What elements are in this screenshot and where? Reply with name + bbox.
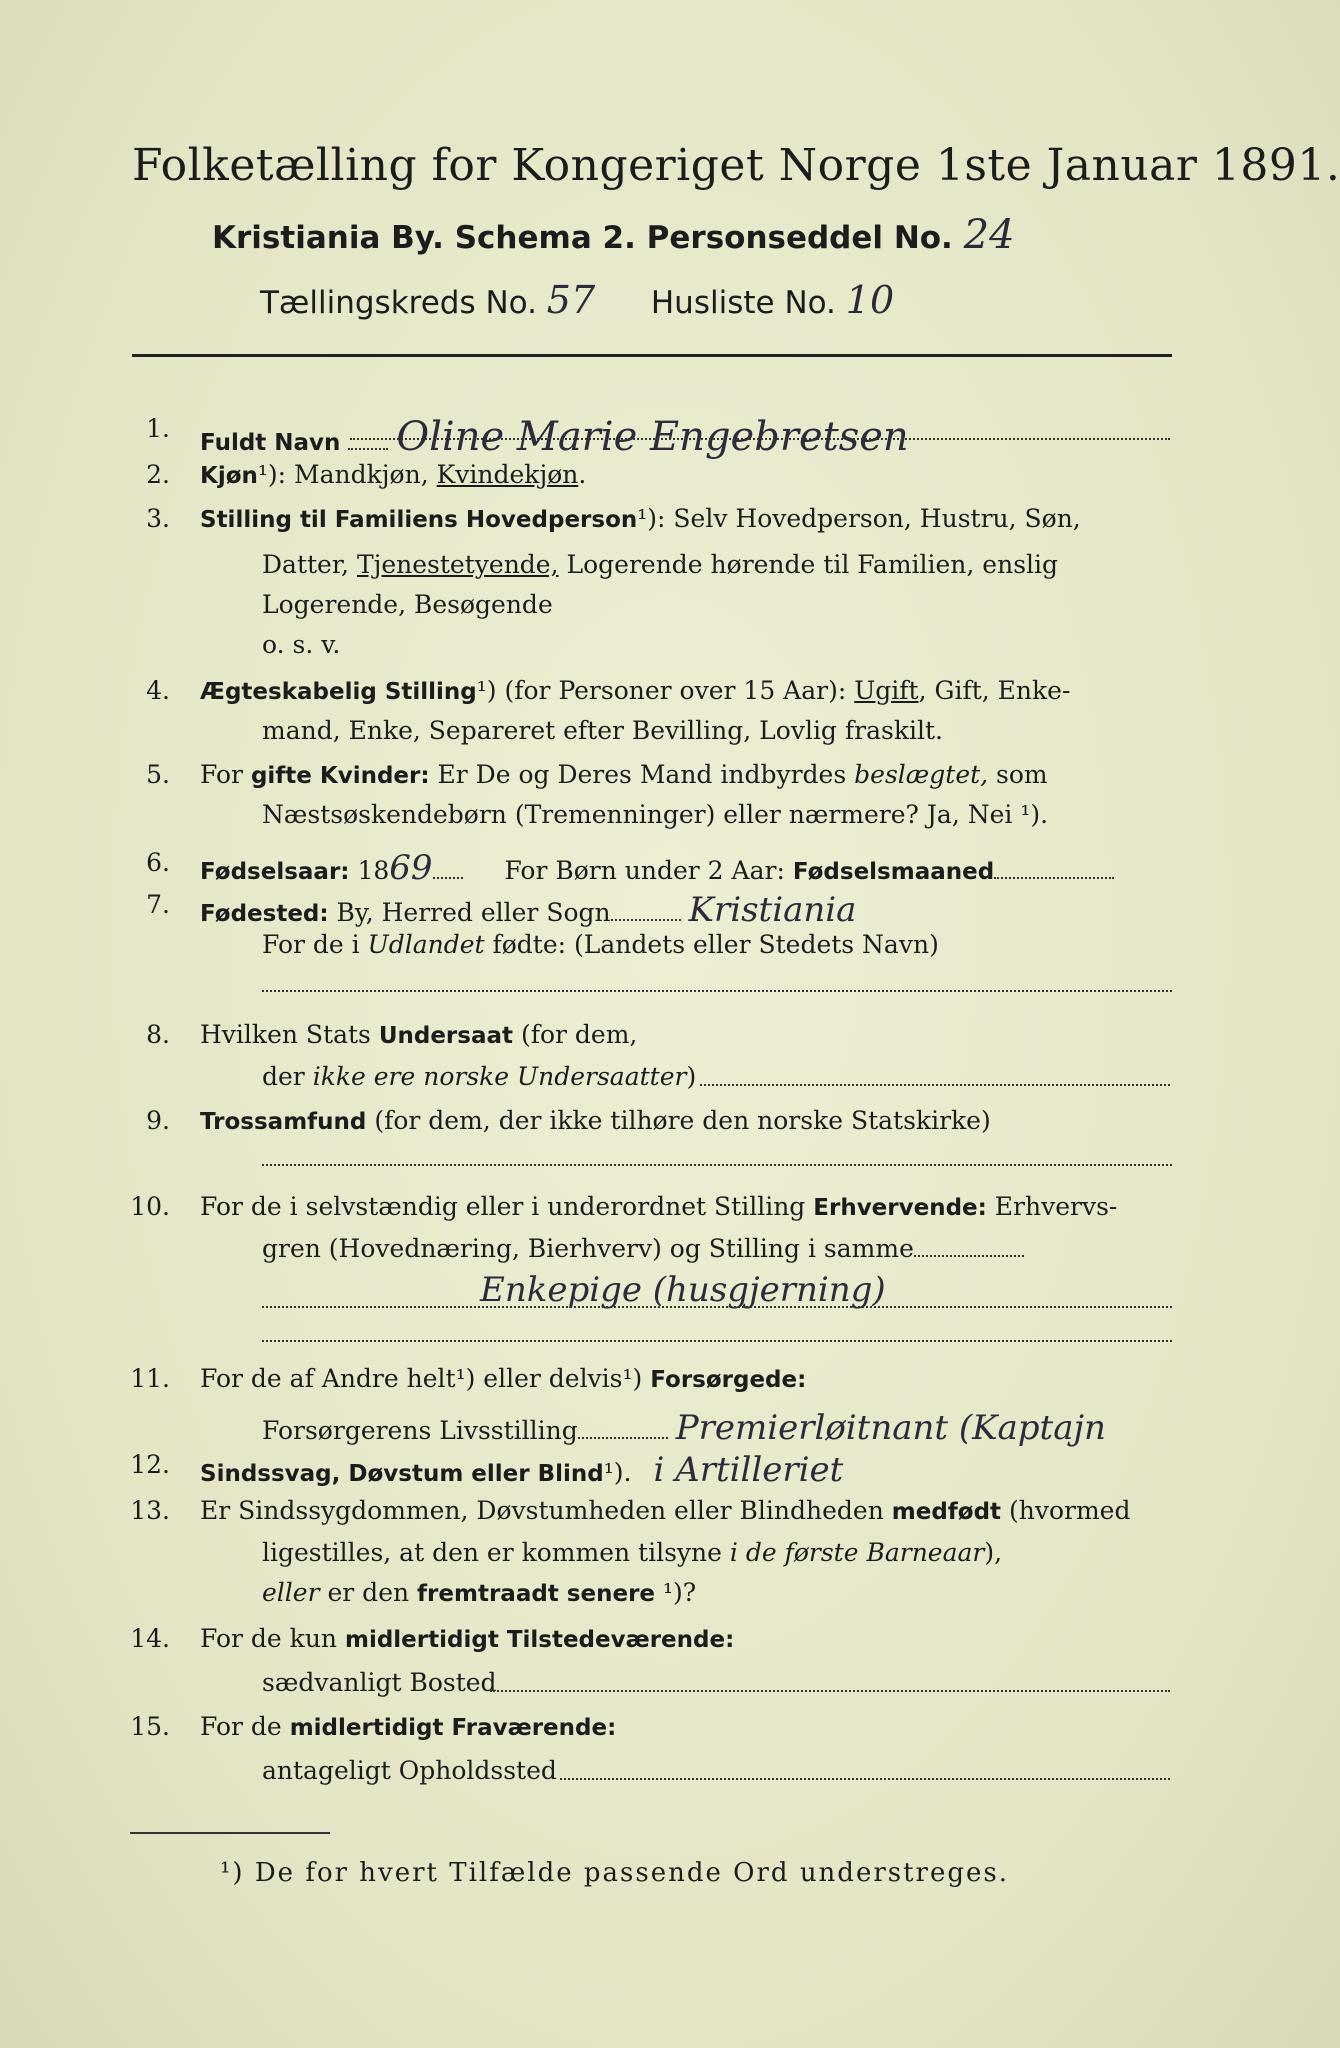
footnote-rule bbox=[130, 1832, 330, 1834]
schema-label: Kristiania By. Schema 2. Personseddel No. bbox=[212, 220, 953, 256]
dotted-leader bbox=[433, 857, 463, 879]
dotted-leader bbox=[611, 899, 681, 921]
option-text: ¹)? bbox=[655, 1578, 697, 1607]
item-number: 3. bbox=[146, 504, 170, 533]
dotted-leader bbox=[700, 1084, 1170, 1086]
item-number: 4. bbox=[146, 676, 170, 705]
birth-year-label: Fødselsaar: bbox=[200, 859, 350, 885]
probable-location-label: antageligt Opholdssted bbox=[262, 1756, 557, 1785]
marital-status-selected: Ugift bbox=[854, 676, 919, 705]
full-name-label: Fuldt Navn bbox=[200, 430, 341, 456]
option-text: Er Sindssygdommen, Døvstumheden eller Blindheden bbox=[200, 1496, 892, 1525]
option-text: ¹) (for Personer over 15 Aar): bbox=[476, 676, 855, 705]
sex-options: ¹): Mandkjøn, bbox=[257, 460, 437, 489]
occupation-label: Erhvervende: bbox=[813, 1195, 987, 1221]
option-text: ), bbox=[984, 1538, 1003, 1567]
option-text: fødte: (Landets eller Stedets Navn) bbox=[484, 930, 939, 959]
dotted-leader bbox=[262, 990, 1172, 992]
marital-status-label: Ægteskabelig Stilling bbox=[200, 679, 477, 705]
option-text: ) bbox=[686, 1062, 697, 1091]
option-text: For de bbox=[200, 1712, 290, 1741]
option-text: Er De og Deres Mand indbyrdes bbox=[429, 760, 855, 789]
occupation-row-2 bbox=[262, 1234, 1024, 1263]
option-text: By, Herred eller Sogn bbox=[328, 898, 611, 927]
personseddel-number: 24 bbox=[963, 212, 1015, 258]
family-position-row bbox=[200, 504, 1081, 533]
header-rule bbox=[132, 354, 1172, 357]
disability-label: Sindssvag, Døvstum eller Blind bbox=[200, 1461, 604, 1487]
item-number: 9. bbox=[146, 1106, 170, 1135]
item-number: 14. bbox=[130, 1624, 170, 1653]
option-text: er den bbox=[319, 1578, 418, 1607]
congenital-row-2 bbox=[262, 1538, 1002, 1567]
citizenship-row-2 bbox=[262, 1062, 696, 1091]
option-text: ikke ere norske Undersaatter bbox=[312, 1062, 687, 1091]
temporary-absent-label: midlertidigt Fraværende: bbox=[289, 1715, 617, 1741]
item-number: 5. bbox=[146, 760, 170, 789]
schema-line bbox=[212, 212, 1015, 258]
congenital-row bbox=[200, 1496, 1130, 1525]
option-text: For Børn under 2 Aar: bbox=[504, 856, 793, 885]
form-title: Folketælling for Kongeriget Norge 1ste Januar 1891. bbox=[132, 140, 1340, 191]
religion-row bbox=[200, 1106, 991, 1135]
dotted-leader bbox=[578, 1417, 668, 1439]
option-text: som bbox=[988, 760, 1048, 789]
option-text: , Gift, Enke- bbox=[918, 676, 1071, 705]
dotted-leader bbox=[262, 1306, 1172, 1308]
dotted-leader bbox=[914, 1235, 1024, 1257]
option-text: (hvormed bbox=[1001, 1496, 1131, 1525]
family-position-label: Stilling til Familiens Hovedperson bbox=[200, 507, 638, 533]
district-number: 57 bbox=[546, 278, 596, 322]
household-number: 10 bbox=[845, 278, 895, 322]
marital-status-row bbox=[200, 676, 1070, 705]
birthplace-row bbox=[200, 890, 856, 930]
item-number: 10. bbox=[130, 1192, 170, 1221]
temporary-present-row bbox=[200, 1624, 734, 1653]
birth-year-prefix: 18 bbox=[349, 856, 390, 885]
option-text: i de første Barneaar bbox=[729, 1538, 985, 1567]
usual-residence-label: sædvanligt Bosted bbox=[262, 1668, 497, 1697]
full-name-value: Oline Marie Engebretsen bbox=[396, 414, 909, 460]
birthplace-value: Kristiania bbox=[688, 890, 857, 930]
dotted-leader bbox=[560, 1778, 1170, 1780]
option-text: ligestilles, at den er kommen tilsyne bbox=[262, 1538, 730, 1567]
family-position-selected: Tjenestetyende, bbox=[356, 550, 559, 579]
abroad-row bbox=[262, 930, 939, 959]
option-text: o. s. v. bbox=[262, 630, 341, 659]
item-number: 11. bbox=[130, 1364, 170, 1393]
footnote: ¹) De for hvert Tilfælde passende Ord understreges. bbox=[220, 1858, 1010, 1888]
item-number: 12. bbox=[130, 1450, 170, 1479]
dotted-leader bbox=[490, 1690, 1170, 1692]
item-number: 15. bbox=[130, 1712, 170, 1741]
provider-row bbox=[262, 1408, 1106, 1448]
married-women-label: gifte Kvinder: bbox=[250, 763, 430, 789]
option-text: Udlandet bbox=[367, 930, 485, 959]
option-text: Logerende, Besøgende bbox=[262, 590, 553, 619]
option-text: Logerende hørende til Familien, enslig bbox=[558, 550, 1059, 579]
sex-row: Kjøn¹): Mandkjøn, Kvindekjøn. bbox=[200, 460, 587, 489]
option-text: (for dem, der ikke tilhøre den norske Statskirke) bbox=[366, 1106, 991, 1135]
birthplace-label: Fødested: bbox=[200, 901, 329, 927]
disability-value: i Artilleriet bbox=[653, 1450, 844, 1490]
dotted-leader bbox=[262, 1340, 1172, 1342]
option-text: Datter, bbox=[262, 550, 357, 579]
option-text: mand, Enke, Separeret efter Bevilling, Lovlig fraskilt. bbox=[262, 716, 943, 745]
option-text: Næstsøskendebørn (Tremenninger) eller nærmere? Ja, Nei ¹). bbox=[262, 800, 1049, 829]
option-text: For de i bbox=[262, 930, 368, 959]
option-text: For de af Andre helt¹) eller delvis¹) bbox=[200, 1364, 651, 1393]
birth-month-label: Fødselsmaaned bbox=[792, 859, 995, 885]
family-position-row-2 bbox=[262, 550, 1058, 579]
temporary-absent-row bbox=[200, 1712, 616, 1741]
option-text: Erhvervs- bbox=[986, 1192, 1118, 1221]
supported-row bbox=[200, 1364, 806, 1393]
occupation-row bbox=[200, 1192, 1117, 1221]
option-text: Hvilken Stats bbox=[200, 1020, 379, 1049]
occupation-value bbox=[480, 1270, 886, 1310]
option-text: For de i selvstændig eller i underordnet Stilling bbox=[200, 1192, 814, 1221]
item-number: 13. bbox=[130, 1496, 170, 1525]
citizenship-label: Undersaat bbox=[378, 1023, 513, 1049]
supported-label: Forsørgede: bbox=[650, 1367, 807, 1393]
occupation-value-text: Enkepige (husgjerning) bbox=[480, 1270, 886, 1310]
item-number: 7. bbox=[146, 890, 170, 919]
birth-year-row bbox=[200, 848, 1114, 888]
provider-value: Premierløitnant (Kaptajn bbox=[675, 1408, 1106, 1448]
family-position-options: ¹): Selv Hovedperson, Hustru, Søn, bbox=[637, 504, 1081, 533]
item-number: 8. bbox=[146, 1020, 170, 1049]
option-text: ¹). bbox=[603, 1458, 632, 1487]
item-number: 6. bbox=[146, 848, 170, 877]
citizenship-row bbox=[200, 1020, 637, 1049]
sex-label: Kjøn bbox=[200, 463, 258, 489]
option-text: For de kun bbox=[200, 1624, 345, 1653]
provider-label: Forsørgerens Livsstilling bbox=[262, 1416, 578, 1445]
item-number: 1. bbox=[146, 414, 170, 443]
congenital-row-3 bbox=[262, 1578, 696, 1607]
district-line bbox=[260, 278, 894, 322]
temporary-present-label: midlertidigt Tilstedeværende: bbox=[344, 1627, 735, 1653]
disability-row bbox=[200, 1450, 843, 1490]
dotted-leader bbox=[350, 438, 1170, 440]
full-name-row bbox=[200, 414, 909, 460]
religion-label: Trossamfund bbox=[200, 1109, 367, 1135]
district-label: Tællingskreds No. bbox=[260, 285, 537, 321]
option-text: eller bbox=[262, 1578, 320, 1607]
dotted-leader bbox=[994, 857, 1114, 879]
option-text: (for dem, bbox=[513, 1020, 638, 1049]
option-text: gren (Hovednæring, Bierhverv) og Stilling i samme bbox=[262, 1234, 914, 1263]
option-text: der bbox=[262, 1062, 313, 1091]
later-onset-label: fremtraadt senere bbox=[417, 1581, 656, 1607]
married-women-row bbox=[200, 760, 1048, 789]
household-label: Husliste No. bbox=[650, 285, 836, 321]
congenital-label: medfødt bbox=[891, 1499, 1002, 1525]
option-text: beslægtet, bbox=[854, 760, 989, 789]
birth-year-value: 69 bbox=[389, 848, 433, 888]
dotted-leader bbox=[262, 1164, 1172, 1166]
sex-selected: Kvindekjøn bbox=[436, 460, 579, 489]
item-number: 2. bbox=[146, 460, 170, 489]
option-text: For bbox=[200, 760, 251, 789]
